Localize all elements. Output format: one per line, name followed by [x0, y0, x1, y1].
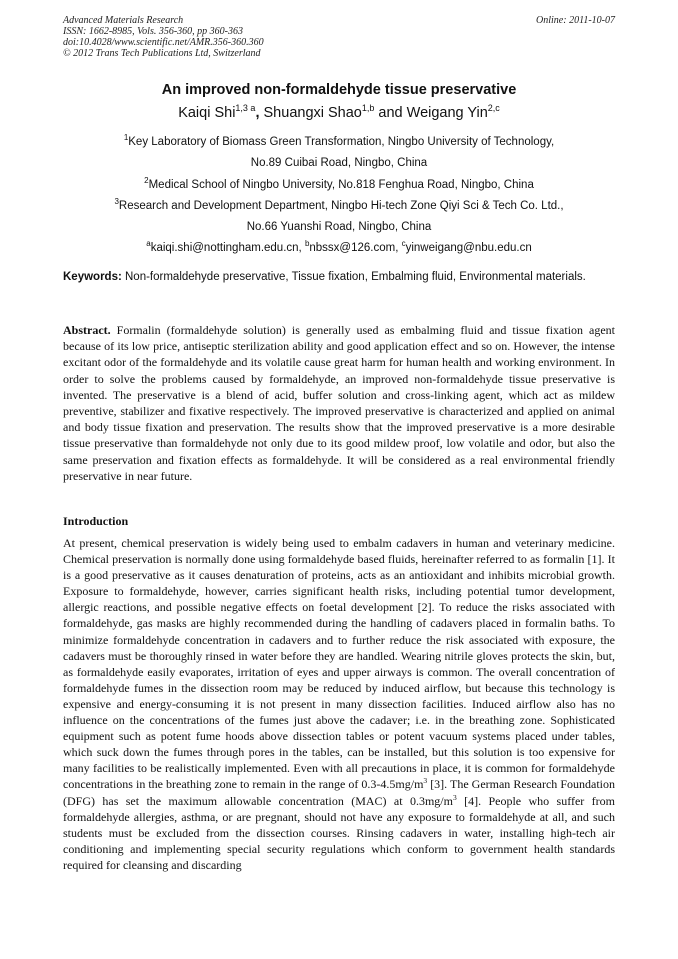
paper-title: An improved non-formaldehyde tissue preservative: [161, 82, 517, 98]
author-separator: and: [374, 105, 407, 121]
author-name: Kaiqi Shi: [178, 105, 236, 121]
journal-name: Advanced Materials Research: [63, 15, 184, 26]
email-address: nbssx@126.com,: [309, 242, 402, 254]
author-sup: 1,b: [361, 103, 375, 113]
email-sup: c: [401, 239, 406, 248]
author-name: Shuangxi Shao: [263, 105, 362, 121]
abstract-text: Formalin (formaldehyde solution) is generally used as embalming fluid and tissue fixation agent because of its low price, antiseptic sterilization ability and good application effect and so on. However, the intense excitant odor of the formaldehyde and its volatile cause great harm for human health and working environment. In order to solve the problems caused by formaldehyde, an improved non-formaldehyde tissue preservative is invented. The preservative is a blend of acid, buffer solution and cross-linking agent, which act as mildew preventive, stabilizer and fixative respectively. The improved preservative is characterized and applied on animal and body tissue fixation and preservation. The results show that the improved preservative is a more desirable tissue preservative than formaldehyde not only due to its good mildew proof, low volatile and odor, but also the same preservation and fixation effects as formaldehyde. It will be considered as a real environmental friendly preservative in near future.: [63, 323, 615, 483]
affiliation-line: Research and Development Department, Ningbo Hi-tech Zone Qiyi Sci & Tech Co. Ltd.,: [118, 200, 564, 212]
introduction-body: [63, 535, 615, 873]
author-separator: ,: [255, 105, 264, 121]
online-date: Online: 2011-10-07: [536, 15, 615, 26]
journal-doi: doi:10.4028/www.scientific.net/AMR.356-360.360: [63, 37, 264, 48]
intro-text: [4]. People who suffer from formaldehyde allergies, asthma, or are pregnant, should not have any exposure to formaldehyde at all, and such students must be excluded from the dissection courses. Rinsing cadavers in water, installing high-tech air conditioning and implementing special security regulations which conform to government health standards required for cleansing and discarding: [63, 793, 616, 872]
intro-text: [3]. The German Research Foundation (DFG) has set the maximum allowable concentration (MAC) at 0.3mg/m: [63, 777, 615, 808]
affiliation-3: [63, 195, 615, 234]
abstract-label: Abstract.: [63, 323, 111, 337]
email-list: [63, 237, 615, 255]
intro-text: At present, chemical preservation is widely being used to embalm cadavers in human and veterinary medicine. Chemical preservation is normally done using formaldehyde based fluids, hereinafter referred to as formalin [1]. It is a good preservative as it causes denaturation of proteins, acts as an antioxidant and inhibits microbial growth. Exposure to formaldehyde, however, carries significant health risks, including potential tumor development, allergic reactions, and possible negative effects on foetal development [2]. To reduce the risks associated with formaldehyde, gas masks are highly recommended during the handling of cadavers placed in formalin baths. To minimize formaldehyde concentration in cadavers and to further reduce the risk associated with exposure, the cadavers must be thoroughly rinsed in water before they are handled. Wearing nitrile gloves protects the skin, but, as formaldehyde easily evaporates, irritation of eyes and upper airways is common. The overall concentration of formaldehyde fumes in the dissection room may be reduced by induced airflow, but because this technology is expensive and energy-consuming it is not present in many dissection facilities. Induced airflow also has no influence on the concentrations of the fumes just above the cadaver; i.e. in the breathing zone. Sophisticated equipment such as potent fume hoods above dissection tables or potent vacuum systems placed under tables, which suck down the fumes through pores in the tables, can be installed, but this solution is too expensive for many facilities to be realistically implemented. Even with all precautions in place, it is common for formaldehyde concentrations in the breathing zone to remain in the range of 0.3-4.5mg/m: [63, 536, 615, 792]
email-sup: b: [304, 239, 310, 248]
affiliation-1: [63, 131, 615, 170]
keywords-text: Non-formaldehyde preservative, Tissue fixation, Embalming fluid, Environmental materials.: [121, 271, 586, 283]
author-list: [63, 103, 615, 121]
affiliation-sup: 1: [123, 133, 129, 142]
keywords-label: Keywords:: [63, 271, 122, 283]
affiliation-line: No.89 Cuibai Road, Ningbo, China: [250, 157, 428, 169]
author-name: Weigang Yin: [406, 105, 488, 121]
affiliation-line: Key Laboratory of Biomass Green Transformation, Ningbo University of Technology,: [128, 136, 555, 148]
abstract: [63, 322, 615, 484]
journal-copyright: © 2012 Trans Tech Publications Ltd, Switzerland: [63, 48, 261, 59]
email-address: kaiqi.shi@nottingham.edu.cn,: [150, 242, 305, 254]
author-sup: 2,c: [487, 103, 500, 113]
section-heading-introduction: Introduction: [63, 514, 129, 528]
email-address: yinweigang@nbu.edu.cn: [405, 242, 532, 254]
email-sup: a: [146, 239, 151, 248]
author-sup: 1,3 a: [235, 103, 256, 113]
journal-header: [63, 15, 615, 59]
affiliation-2: [63, 174, 615, 192]
affiliation-sup: 2: [144, 176, 149, 185]
affiliation-sup: 3: [114, 197, 119, 206]
affiliation-line: Medical School of Ningbo University, No.818 Fenghua Road, Ningbo, China: [148, 179, 534, 191]
journal-issn: ISSN: 1662-8985, Vols. 356-360, pp 360-363: [63, 26, 243, 37]
superscript: 3: [423, 776, 428, 786]
affiliation-line: No.66 Yuanshi Road, Ningbo, China: [246, 221, 432, 233]
superscript: 3: [452, 792, 457, 802]
keywords: [63, 271, 615, 285]
